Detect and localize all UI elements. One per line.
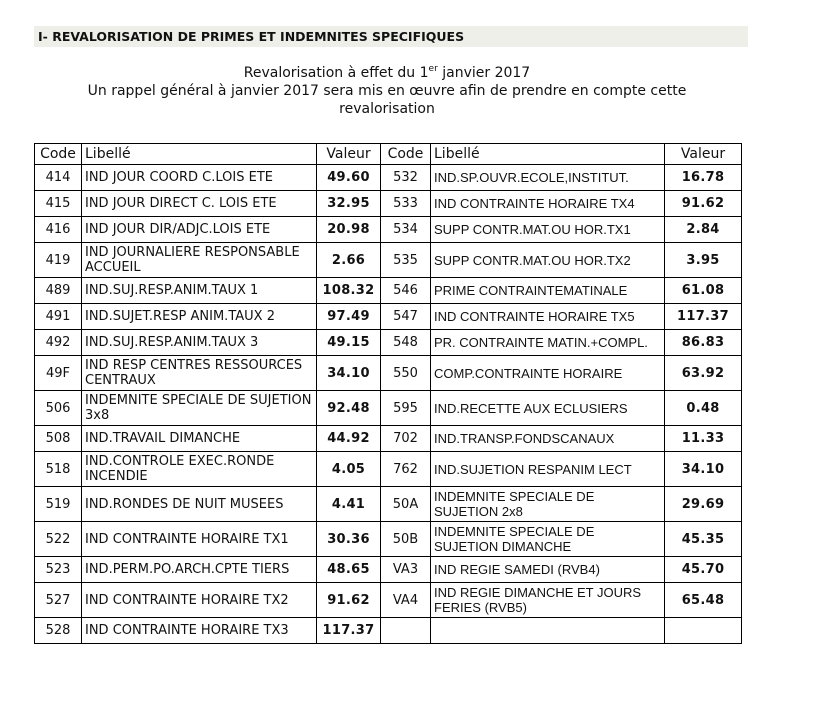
code-cell: 535 xyxy=(381,243,431,278)
header-valeur: Valeur xyxy=(317,144,381,165)
code-cell: 519 xyxy=(35,487,82,522)
code-cell: 518 xyxy=(35,452,82,487)
code-cell: 546 xyxy=(381,278,431,304)
table-row xyxy=(35,583,742,618)
libelle-cell: IND.SUJ.RESP.ANIM.TAUX 3 xyxy=(82,330,317,356)
valeur-cell: 45.70 xyxy=(665,557,742,583)
libelle-cell: IND.CONTROLE EXEC.RONDE INCENDIE xyxy=(82,452,317,487)
table-row xyxy=(35,165,742,191)
code-cell: 528 xyxy=(35,618,82,644)
table-row xyxy=(35,557,742,583)
code-cell: 419 xyxy=(35,243,82,278)
libelle-cell: SUPP CONTR.MAT.OU HOR.TX1 xyxy=(431,217,665,243)
table-row xyxy=(35,391,742,426)
libelle-cell: IND JOUR DIR/ADJC.LOIS ETE xyxy=(82,217,317,243)
table-row xyxy=(35,330,742,356)
code-cell: 506 xyxy=(35,391,82,426)
libelle-cell: IND.TRANSP.FONDSCANAUX xyxy=(431,426,665,452)
header-libelle: Libellé xyxy=(431,144,665,165)
valeur-cell: 0.48 xyxy=(665,391,742,426)
code-cell: 492 xyxy=(35,330,82,356)
valeur-cell: 117.37 xyxy=(665,304,742,330)
libelle-cell: IND REGIE DIMANCHE ET JOURS FERIES (RVB5) xyxy=(431,583,665,618)
libelle-cell: IND REGIE SAMEDI (RVB4) xyxy=(431,557,665,583)
table-row xyxy=(35,426,742,452)
code-cell: 415 xyxy=(35,191,82,217)
code-cell: 762 xyxy=(381,452,431,487)
libelle-cell: INDEMNITE SPECIALE DE SUJETION DIMANCHE xyxy=(431,522,665,557)
libelle-cell: IND CONTRAINTE HORAIRE TX5 xyxy=(431,304,665,330)
intro-line-2: Un rappel général à janvier 2017 sera mis en œuvre afin de prendre en compte cette xyxy=(87,83,687,99)
table-row xyxy=(35,304,742,330)
libelle-cell: IND.SUJET.RESP ANIM.TAUX 2 xyxy=(82,304,317,330)
code-cell: 416 xyxy=(35,217,82,243)
valeur-cell: 91.62 xyxy=(317,583,381,618)
valeur-cell: 11.33 xyxy=(665,426,742,452)
header-code: Code xyxy=(35,144,82,165)
valeur-cell: 3.95 xyxy=(665,243,742,278)
table-row xyxy=(35,452,742,487)
valeur-cell: 44.92 xyxy=(317,426,381,452)
code-cell: 50B xyxy=(381,522,431,557)
table-row xyxy=(35,243,742,278)
valeur-cell: 49.60 xyxy=(317,165,381,191)
table-row xyxy=(35,191,742,217)
valeur-cell: 4.05 xyxy=(317,452,381,487)
libelle-cell: INDEMNITE SPECIALE DE SUJETION 2x8 xyxy=(431,487,665,522)
code-cell: VA3 xyxy=(381,557,431,583)
code-cell: 49F xyxy=(35,356,82,391)
libelle-cell: IND.PERM.PO.ARCH.CPTE TIERS xyxy=(82,557,317,583)
libelle-cell: IND CONTRAINTE HORAIRE TX2 xyxy=(82,583,317,618)
libelle-cell: IND CONTRAINTE HORAIRE TX4 xyxy=(431,191,665,217)
intro-line-3: revalorisation xyxy=(339,101,435,117)
valeur-cell: 48.65 xyxy=(317,557,381,583)
valeur-cell: 4.41 xyxy=(317,487,381,522)
valeur-cell: 29.69 xyxy=(665,487,742,522)
libelle-cell: COMP.CONTRAINTE HORAIRE xyxy=(431,356,665,391)
header-libelle: Libellé xyxy=(82,144,317,165)
header-valeur: Valeur xyxy=(665,144,742,165)
code-cell: 532 xyxy=(381,165,431,191)
valeur-cell: 91.62 xyxy=(665,191,742,217)
code-cell: 489 xyxy=(35,278,82,304)
code-cell: 550 xyxy=(381,356,431,391)
libelle-cell: INDEMNITE SPECIALE DE SUJETION 3x8 xyxy=(82,391,317,426)
valeur-cell: 108.32 xyxy=(317,278,381,304)
table-row xyxy=(35,618,742,644)
table-row xyxy=(35,356,742,391)
libelle-cell: IND JOUR COORD C.LOIS ETE xyxy=(82,165,317,191)
code-cell: 527 xyxy=(35,583,82,618)
code-cell: 523 xyxy=(35,557,82,583)
table-row xyxy=(35,217,742,243)
section-title: I- REVALORISATION DE PRIMES ET INDEMNITES SPECIFIQUES xyxy=(34,26,748,47)
code-cell xyxy=(381,618,431,644)
valeur-cell: 63.92 xyxy=(665,356,742,391)
valeur-cell: 34.10 xyxy=(665,452,742,487)
libelle-cell: IND CONTRAINTE HORAIRE TX3 xyxy=(82,618,317,644)
libelle-cell: PRIME CONTRAINTEMATINALE xyxy=(431,278,665,304)
code-cell: 522 xyxy=(35,522,82,557)
libelle-cell: IND.SUJETION RESPANIM LECT xyxy=(431,452,665,487)
code-cell: 548 xyxy=(381,330,431,356)
code-cell: 414 xyxy=(35,165,82,191)
header-code: Code xyxy=(381,144,431,165)
valeur-cell: 45.35 xyxy=(665,522,742,557)
code-cell: 702 xyxy=(381,426,431,452)
libelle-cell xyxy=(431,618,665,644)
libelle-cell: IND JOUR DIRECT C. LOIS ETE xyxy=(82,191,317,217)
libelle-cell: IND.SUJ.RESP.ANIM.TAUX 1 xyxy=(82,278,317,304)
valeur-cell: 97.49 xyxy=(317,304,381,330)
valeur-cell: 2.66 xyxy=(317,243,381,278)
valeur-cell: 49.15 xyxy=(317,330,381,356)
table-row xyxy=(35,522,742,557)
valeur-cell: 65.48 xyxy=(665,583,742,618)
intro-text xyxy=(34,64,740,118)
code-cell: VA4 xyxy=(381,583,431,618)
revalorisation-table xyxy=(34,143,742,644)
valeur-cell: 20.98 xyxy=(317,217,381,243)
valeur-cell: 86.83 xyxy=(665,330,742,356)
libelle-cell: IND.RECETTE AUX ECLUSIERS xyxy=(431,391,665,426)
libelle-cell: IND JOURNALIERE RESPONSABLE ACCUEIL xyxy=(82,243,317,278)
valeur-cell: 117.37 xyxy=(317,618,381,644)
code-cell: 50A xyxy=(381,487,431,522)
valeur-cell xyxy=(665,618,742,644)
libelle-cell: IND.TRAVAIL DIMANCHE xyxy=(82,426,317,452)
table-row xyxy=(35,487,742,522)
code-cell: 533 xyxy=(381,191,431,217)
code-cell: 595 xyxy=(381,391,431,426)
valeur-cell: 34.10 xyxy=(317,356,381,391)
valeur-cell: 30.36 xyxy=(317,522,381,557)
code-cell: 508 xyxy=(35,426,82,452)
code-cell: 491 xyxy=(35,304,82,330)
libelle-cell: IND CONTRAINTE HORAIRE TX1 xyxy=(82,522,317,557)
valeur-cell: 16.78 xyxy=(665,165,742,191)
table-row xyxy=(35,278,742,304)
valeur-cell: 2.84 xyxy=(665,217,742,243)
valeur-cell: 32.95 xyxy=(317,191,381,217)
libelle-cell: PR. CONTRAINTE MATIN.+COMPL. xyxy=(431,330,665,356)
code-cell: 534 xyxy=(381,217,431,243)
libelle-cell: IND.SP.OUVR.ECOLE,INSTITUT. xyxy=(431,165,665,191)
valeur-cell: 92.48 xyxy=(317,391,381,426)
table-header-row xyxy=(35,144,742,165)
libelle-cell: IND.RONDES DE NUIT MUSEES xyxy=(82,487,317,522)
libelle-cell: SUPP CONTR.MAT.OU HOR.TX2 xyxy=(431,243,665,278)
valeur-cell: 61.08 xyxy=(665,278,742,304)
code-cell: 547 xyxy=(381,304,431,330)
intro-line-1: Revalorisation à effet du 1er janvier 2017 xyxy=(243,64,531,81)
libelle-cell: IND RESP CENTRES RESSOURCES CENTRAUX xyxy=(82,356,317,391)
